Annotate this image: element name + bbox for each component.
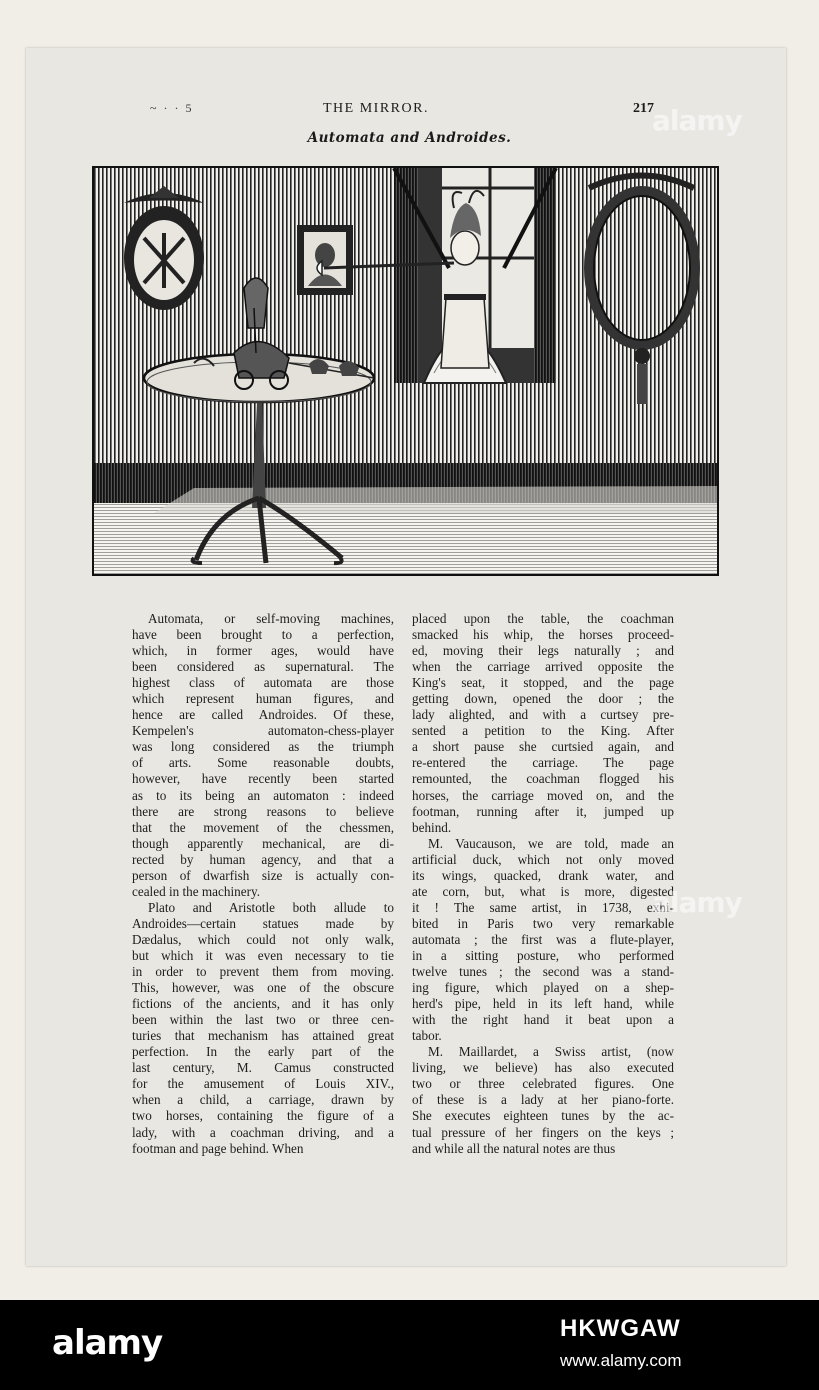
text-line: that the movement of the chessmen,	[132, 819, 394, 835]
engraving-illustration	[92, 166, 719, 576]
text-line: Dædalus, which could not only walk,	[132, 931, 394, 947]
text-line: artificial duck, which not only moved	[412, 851, 674, 867]
text-line: a short pause she curtsied again, and	[412, 739, 674, 755]
text-line: remounted, the coachman flogged his	[412, 771, 674, 787]
text-line: of arts. Some reasonable doubts,	[132, 755, 394, 771]
text-line: lady alighted, and with a curtsey pre-	[412, 707, 674, 723]
text-line: been within the last two or three cen-	[132, 1012, 394, 1028]
text-line: Androides—certain statues made by	[132, 915, 394, 931]
text-line: lady, with a coachman driving, and a	[132, 1124, 394, 1140]
text-line: herd's pipe, held in its left hand, while	[412, 996, 674, 1012]
text-line: fictions of the ancients, and it has only	[132, 996, 394, 1012]
text-line: there are strong reasons to believe	[132, 803, 394, 819]
text-line: with the right hand it beat upon a	[412, 1012, 674, 1028]
text-line: person of dwarfish size is actually con-	[132, 867, 394, 883]
text-line: two or three celebrated figures. One	[412, 1076, 674, 1092]
text-line: Automata, or self-moving machines,	[148, 611, 394, 626]
text-line: cealed in the machinery.	[132, 883, 261, 899]
text-line: ate corn, but, what is more, digested	[412, 883, 674, 899]
text-line: it ! The same artist, in 1738, exhi-	[412, 899, 674, 915]
text-line: turies that mechanism has attained great	[132, 1028, 394, 1044]
text-line: though apparently mechanical, are di-	[132, 835, 394, 851]
text-line: have been brought to a perfection,	[132, 627, 394, 643]
text-line: for the amusement of Louis XIV.,	[132, 1076, 394, 1092]
text-line: highest class of automata are those	[132, 675, 394, 691]
watermark-logo-middle: alamy	[652, 886, 742, 919]
text-line: re-entered the carriage. The page	[412, 755, 674, 771]
text-line: which, in former ages, would have	[132, 643, 394, 659]
text-line: living, we believe) has also executed	[412, 1060, 674, 1076]
text-line: sented a petition to the King. After	[412, 723, 674, 739]
text-line: its wings, quacked, drank water, and	[412, 867, 674, 883]
running-header-title: THE MIRROR.	[323, 101, 429, 116]
text-line: when the carriage arrived opposite the	[412, 659, 674, 675]
image-id: HKWGAW	[560, 1315, 681, 1342]
text-line: two horses, containing the figure of a	[132, 1108, 394, 1124]
text-line: which represent human figures, and	[132, 691, 394, 707]
text-line: hence are called Androides. Of these,	[132, 707, 394, 723]
text-line: of these is a lady at her piano-forte.	[412, 1092, 674, 1108]
text-line: been considered as supernatural. The	[132, 659, 394, 675]
text-line: rected by human agency, and that a	[132, 851, 394, 867]
text-line: but which it was even necessary to tie	[132, 947, 394, 963]
alamy-url[interactable]: www.alamy.com	[560, 1351, 682, 1370]
text-line: in order to prevent them from moving.	[132, 964, 394, 980]
floor	[94, 503, 717, 574]
smudge-marks: ~ · · 5	[150, 101, 194, 115]
text-line: however, have recently been started	[132, 771, 394, 787]
text-line: footman and page behind. When	[132, 1140, 304, 1156]
text-line: M. Vaucauson, we are told, made an	[428, 835, 674, 851]
text-line: twelve tunes ; the second was a stand-	[412, 964, 674, 980]
text-line: King's seat, it stopped, and the page	[412, 675, 674, 691]
text-line: was long considered as the triumph	[132, 739, 394, 755]
text-line: getting down, opened the door ; the	[412, 691, 674, 707]
text-line: behind.	[412, 819, 452, 835]
watermark-logo-top: alamy	[652, 104, 742, 137]
text-line: tual pressure of her fingers on the keys ;	[412, 1124, 674, 1140]
text-line: Plato and Aristotle both allude to	[148, 899, 394, 915]
text-line: Kempelen's automaton-chess-player	[132, 723, 394, 739]
alamy-logo[interactable]: alamy	[52, 1323, 163, 1363]
portrait-frame	[297, 225, 353, 295]
text-line: placed upon the table, the coachman	[412, 611, 674, 626]
text-line: ed, moving their legs naturally ; and	[412, 643, 674, 659]
text-line: This, however, was one of the obscure	[132, 980, 394, 996]
text-line: tabor.	[412, 1028, 442, 1044]
text-column-left	[132, 611, 394, 1157]
text-line: bited in Paris two very remarkable	[412, 915, 674, 931]
text-line: footman, running after it, jumped up	[412, 803, 674, 819]
text-line: last century, M. Camus constructed	[132, 1060, 394, 1076]
text-line: smacked his whip, the horses proceed-	[412, 627, 674, 643]
text-line: She executes eighteen tunes by the ac-	[412, 1108, 674, 1124]
text-line: automata ; the first was a flute-player,	[412, 931, 674, 947]
text-line: perfection. In the early part of the	[132, 1044, 394, 1060]
text-line: as to its being an automaton : indeed	[132, 787, 394, 803]
text-line: M. Maillardet, a Swiss artist, (now	[428, 1044, 674, 1060]
text-line: ing figure, which played on a shep-	[412, 980, 674, 996]
article-title: Automata and Androides.	[307, 130, 512, 146]
text-line: horses, the carriage moved on, and the	[412, 787, 674, 803]
text-line: and while all the natural notes are thus	[412, 1140, 616, 1156]
text-line: when a child, a carriage, drawn by	[132, 1092, 394, 1108]
page-number: 217	[633, 101, 654, 116]
text-column-right	[412, 611, 674, 1157]
text-line: in a sitting posture, who performed	[412, 947, 674, 963]
